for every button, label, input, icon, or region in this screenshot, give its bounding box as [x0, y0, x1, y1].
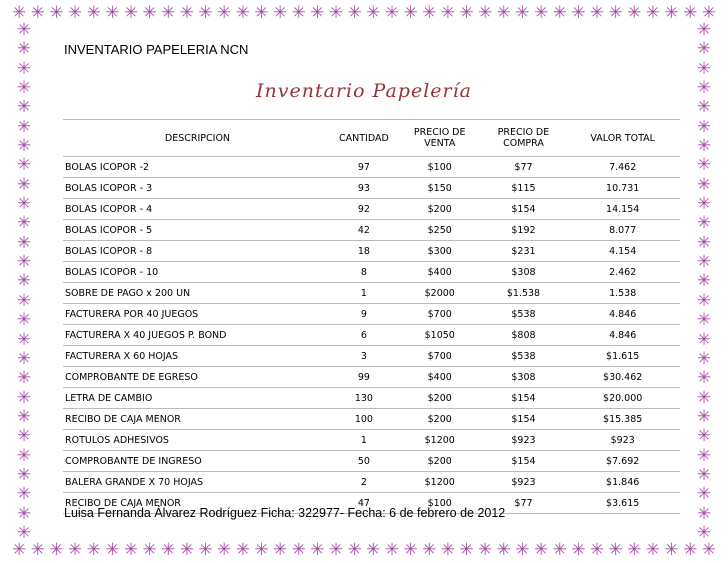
- cell-precio-compra: $154: [482, 451, 566, 472]
- asterisk-star-icon: ✳: [16, 503, 32, 524]
- asterisk-star-icon: ✳: [696, 97, 712, 118]
- column-header-precio-venta-line1: PRECIO DE: [413, 127, 466, 138]
- cell-descripcion: FACTURERA X 40 JUEGOS P. BOND: [63, 325, 330, 346]
- asterisk-star-icon: ✳: [179, 2, 195, 23]
- asterisk-star-icon: ✳: [142, 539, 157, 560]
- asterisk-star-icon: ✳: [12, 2, 27, 23]
- cell-valor-total: $923: [565, 430, 680, 451]
- cell-precio-venta: $400: [398, 262, 482, 283]
- asterisk-star-icon: ✳: [16, 290, 32, 311]
- asterisk-star-icon: ✳: [16, 136, 32, 157]
- asterisk-star-icon: ✳: [16, 484, 32, 505]
- asterisk-star-icon: ✳: [16, 522, 32, 543]
- asterisk-star-icon: ✳: [696, 426, 712, 447]
- asterisk-star-icon: ✳: [16, 39, 32, 60]
- cell-cantidad: 47: [330, 493, 398, 514]
- cell-precio-compra: $154: [482, 199, 566, 220]
- asterisk-star-icon: ✳: [696, 310, 712, 331]
- column-header-valor-total: VALOR TOTAL: [565, 120, 680, 157]
- asterisk-star-icon: ✳: [701, 539, 716, 560]
- cell-precio-venta: $1050: [398, 325, 482, 346]
- asterisk-star-icon: ✳: [552, 539, 567, 560]
- asterisk-star-icon: ✳: [696, 387, 712, 408]
- asterisk-star-icon: ✳: [696, 503, 712, 524]
- asterisk-star-icon: ✳: [627, 539, 642, 560]
- asterisk-star-icon: ✳: [123, 2, 139, 23]
- cell-precio-venta: $1200: [398, 430, 482, 451]
- asterisk-star-icon: ✳: [696, 213, 712, 234]
- asterisk-star-icon: ✳: [254, 539, 269, 560]
- asterisk-star-icon: ✳: [571, 2, 586, 23]
- asterisk-star-icon: ✳: [12, 539, 27, 560]
- asterisk-star-icon: ✳: [291, 2, 306, 23]
- cell-valor-total: $7.692: [565, 451, 680, 472]
- asterisk-star-icon: ✳: [440, 2, 455, 23]
- cell-precio-venta: $100: [398, 493, 482, 514]
- cell-descripcion: ROTULOS ADHESIVOS: [63, 430, 330, 451]
- asterisk-star-icon: ✳: [105, 2, 120, 23]
- cell-cantidad: 3: [330, 346, 398, 367]
- asterisk-star-icon: ✳: [16, 155, 32, 176]
- asterisk-star-icon: ✳: [440, 539, 455, 560]
- asterisk-star-icon: ✳: [645, 539, 661, 560]
- asterisk-star-icon: ✳: [589, 2, 605, 23]
- asterisk-star-icon: ✳: [696, 348, 712, 369]
- cell-valor-total: 1.538: [565, 283, 680, 304]
- asterisk-star-icon: ✳: [696, 78, 712, 99]
- asterisk-star-icon: ✳: [645, 2, 661, 23]
- cell-descripcion: BOLAS ICOPOR - 3: [63, 178, 330, 199]
- table-row: [63, 325, 680, 346]
- asterisk-star-icon: ✳: [16, 232, 32, 253]
- asterisk-star-icon: ✳: [384, 539, 400, 560]
- cell-valor-total: $1.615: [565, 346, 680, 367]
- table-row: [63, 157, 680, 178]
- cell-descripcion: LETRA DE CAMBIO: [63, 388, 330, 409]
- asterisk-star-icon: ✳: [696, 116, 712, 137]
- cell-descripcion: BALERA GRANDE X 70 HOJAS: [63, 472, 330, 493]
- asterisk-star-icon: ✳: [310, 2, 325, 23]
- cell-precio-venta: $200: [398, 409, 482, 430]
- asterisk-star-icon: ✳: [16, 445, 32, 466]
- asterisk-star-icon: ✳: [696, 39, 712, 60]
- asterisk-star-icon: ✳: [142, 2, 157, 23]
- asterisk-star-icon: ✳: [16, 194, 32, 215]
- asterisk-star-icon: ✳: [328, 539, 344, 560]
- asterisk-star-icon: ✳: [696, 155, 712, 176]
- cell-cantidad: 100: [330, 409, 398, 430]
- cell-precio-compra: $192: [482, 220, 566, 241]
- cell-descripcion: BOLAS ICOPOR - 8: [63, 241, 330, 262]
- asterisk-star-icon: ✳: [161, 539, 176, 560]
- asterisk-star-icon: ✳: [16, 78, 32, 99]
- cell-valor-total: 4.846: [565, 304, 680, 325]
- table-row: [63, 262, 680, 283]
- cell-precio-compra: $923: [482, 472, 566, 493]
- asterisk-star-icon: ✳: [16, 174, 32, 195]
- asterisk-star-icon: ✳: [235, 2, 250, 23]
- asterisk-star-icon: ✳: [198, 539, 213, 560]
- asterisk-star-icon: ✳: [16, 368, 32, 389]
- asterisk-star-icon: ✳: [589, 539, 605, 560]
- asterisk-star-icon: ✳: [403, 539, 418, 560]
- asterisk-star-icon: ✳: [571, 539, 586, 560]
- cell-precio-venta: $700: [398, 304, 482, 325]
- asterisk-star-icon: ✳: [384, 2, 400, 23]
- cell-descripcion: RECIBO DE CAJA MENOR: [63, 493, 330, 514]
- asterisk-star-icon: ✳: [696, 252, 712, 273]
- cell-cantidad: 130: [330, 388, 398, 409]
- cell-cantidad: 1: [330, 430, 398, 451]
- cell-descripcion: COMPROBANTE DE INGRESO: [63, 451, 330, 472]
- asterisk-star-icon: ✳: [696, 464, 712, 485]
- asterisk-star-icon: ✳: [608, 539, 623, 560]
- asterisk-star-icon: ✳: [16, 329, 32, 350]
- asterisk-star-icon: ✳: [30, 2, 45, 23]
- asterisk-star-icon: ✳: [16, 426, 32, 447]
- table-row: [63, 283, 680, 304]
- cell-precio-venta: $150: [398, 178, 482, 199]
- cell-precio-venta: $700: [398, 346, 482, 367]
- asterisk-star-icon: ✳: [310, 539, 325, 560]
- asterisk-star-icon: ✳: [347, 539, 362, 560]
- asterisk-star-icon: ✳: [664, 539, 679, 560]
- cell-cantidad: 92: [330, 199, 398, 220]
- cell-valor-total: $3.615: [565, 493, 680, 514]
- cell-valor-total: 4.846: [565, 325, 680, 346]
- asterisk-star-icon: ✳: [16, 116, 32, 137]
- cell-precio-venta: $300: [398, 241, 482, 262]
- document-header: INVENTARIO PAPELERIA NCN: [64, 42, 249, 57]
- asterisk-star-icon: ✳: [67, 539, 83, 560]
- asterisk-star-icon: ✳: [459, 539, 474, 560]
- asterisk-star-icon: ✳: [235, 539, 250, 560]
- asterisk-star-icon: ✳: [533, 2, 549, 23]
- cell-cantidad: 42: [330, 220, 398, 241]
- cell-precio-venta: $2000: [398, 283, 482, 304]
- cell-precio-venta: $1200: [398, 472, 482, 493]
- asterisk-star-icon: ✳: [16, 20, 32, 40]
- cell-cantidad: 93: [330, 178, 398, 199]
- asterisk-star-icon: ✳: [696, 20, 712, 40]
- asterisk-star-icon: ✳: [16, 97, 32, 118]
- cell-descripcion: BOLAS ICOPOR - 10: [63, 262, 330, 283]
- asterisk-star-icon: ✳: [683, 539, 698, 560]
- asterisk-star-icon: ✳: [696, 271, 712, 292]
- asterisk-star-icon: ✳: [696, 232, 712, 253]
- cell-cantidad: 97: [330, 157, 398, 178]
- asterisk-star-icon: ✳: [272, 2, 288, 23]
- cell-cantidad: 50: [330, 451, 398, 472]
- asterisk-star-icon: ✳: [696, 290, 712, 311]
- asterisk-star-icon: ✳: [179, 539, 195, 560]
- asterisk-star-icon: ✳: [696, 174, 712, 195]
- table-body: [63, 157, 680, 514]
- document-footer: Luisa Fernanda Álvarez Rodríguez Ficha: 322977- Fecha: 6 de febrero de 2012: [64, 506, 506, 520]
- cell-precio-venta: $100: [398, 157, 482, 178]
- cell-precio-compra: $808: [482, 325, 566, 346]
- cell-descripcion: BOLAS ICOPOR - 4: [63, 199, 330, 220]
- asterisk-star-icon: ✳: [198, 2, 213, 23]
- cell-precio-venta: $200: [398, 199, 482, 220]
- asterisk-star-icon: ✳: [16, 464, 32, 485]
- asterisk-star-icon: ✳: [272, 539, 288, 560]
- asterisk-star-icon: ✳: [291, 539, 306, 560]
- cell-precio-venta: $200: [398, 451, 482, 472]
- asterisk-star-icon: ✳: [347, 2, 362, 23]
- cell-precio-compra: $1.538: [482, 283, 566, 304]
- asterisk-star-icon: ✳: [683, 2, 698, 23]
- cell-descripcion: FACTURERA POR 40 JUEGOS: [63, 304, 330, 325]
- asterisk-star-icon: ✳: [16, 387, 32, 408]
- table-row: [63, 472, 680, 493]
- asterisk-star-icon: ✳: [696, 522, 712, 543]
- asterisk-star-icon: ✳: [49, 539, 64, 560]
- cell-valor-total: $30.462: [565, 367, 680, 388]
- border-top: [0, 2, 728, 24]
- cell-precio-compra: $154: [482, 409, 566, 430]
- asterisk-star-icon: ✳: [16, 58, 32, 79]
- cell-cantidad: 6: [330, 325, 398, 346]
- cell-precio-compra: $77: [482, 157, 566, 178]
- cell-precio-compra: $923: [482, 430, 566, 451]
- document-title: Inventario Papelería: [255, 80, 473, 102]
- table-row: [63, 304, 680, 325]
- cell-precio-venta: $250: [398, 220, 482, 241]
- asterisk-star-icon: ✳: [16, 213, 32, 234]
- asterisk-star-icon: ✳: [328, 2, 344, 23]
- cell-cantidad: 2: [330, 472, 398, 493]
- asterisk-star-icon: ✳: [552, 2, 567, 23]
- asterisk-star-icon: ✳: [696, 484, 712, 505]
- cell-valor-total: 10.731: [565, 178, 680, 199]
- table-row: [63, 388, 680, 409]
- cell-descripcion: RECIBO DE CAJA MENOR: [63, 409, 330, 430]
- column-header-precio-venta-line2: VENTA: [424, 138, 456, 149]
- asterisk-star-icon: ✳: [478, 539, 493, 560]
- cell-precio-compra: $538: [482, 346, 566, 367]
- cell-cantidad: 8: [330, 262, 398, 283]
- asterisk-star-icon: ✳: [16, 406, 32, 427]
- asterisk-star-icon: ✳: [86, 2, 101, 23]
- asterisk-star-icon: ✳: [16, 348, 32, 369]
- cell-valor-total: 4.154: [565, 241, 680, 262]
- table-row: [63, 430, 680, 451]
- cell-descripcion: COMPROBANTE DE EGRESO: [63, 367, 330, 388]
- asterisk-star-icon: ✳: [696, 136, 712, 157]
- asterisk-star-icon: ✳: [16, 310, 32, 331]
- cell-precio-compra: $77: [482, 493, 566, 514]
- cell-cantidad: 9: [330, 304, 398, 325]
- table-row: [63, 346, 680, 367]
- cell-valor-total: $20.000: [565, 388, 680, 409]
- table-row: [63, 409, 680, 430]
- cell-descripcion: BOLAS ICOPOR -2: [63, 157, 330, 178]
- asterisk-star-icon: ✳: [696, 406, 712, 427]
- asterisk-star-icon: ✳: [696, 58, 712, 79]
- table-row: [63, 367, 680, 388]
- cell-valor-total: $15.385: [565, 409, 680, 430]
- asterisk-star-icon: ✳: [696, 445, 712, 466]
- table-row: [63, 241, 680, 262]
- asterisk-star-icon: ✳: [403, 2, 418, 23]
- cell-descripcion: SOBRE DE PAGO x 200 UN: [63, 283, 330, 304]
- asterisk-star-icon: ✳: [459, 2, 474, 23]
- asterisk-star-icon: ✳: [49, 2, 64, 23]
- asterisk-star-icon: ✳: [496, 2, 511, 23]
- asterisk-star-icon: ✳: [105, 539, 120, 560]
- asterisk-star-icon: ✳: [366, 2, 381, 23]
- cell-precio-compra: $231: [482, 241, 566, 262]
- asterisk-star-icon: ✳: [217, 2, 232, 23]
- asterisk-star-icon: ✳: [696, 194, 712, 215]
- cell-precio-venta: $200: [398, 388, 482, 409]
- asterisk-star-icon: ✳: [627, 2, 642, 23]
- asterisk-star-icon: ✳: [16, 252, 32, 273]
- asterisk-star-icon: ✳: [496, 539, 511, 560]
- cell-valor-total: $1.846: [565, 472, 680, 493]
- asterisk-star-icon: ✳: [86, 539, 101, 560]
- column-header-precio-compra: [482, 120, 566, 157]
- asterisk-star-icon: ✳: [422, 539, 437, 560]
- column-header-precio-compra-line1: PRECIO DE: [497, 127, 550, 138]
- asterisk-star-icon: ✳: [701, 2, 716, 23]
- cell-precio-compra: $538: [482, 304, 566, 325]
- asterisk-star-icon: ✳: [30, 539, 45, 560]
- inventory-table: [63, 119, 680, 514]
- asterisk-star-icon: ✳: [533, 539, 549, 560]
- cell-valor-total: 8.077: [565, 220, 680, 241]
- cell-precio-compra: $154: [482, 388, 566, 409]
- asterisk-star-icon: ✳: [608, 2, 623, 23]
- table-row: [63, 178, 680, 199]
- asterisk-star-icon: ✳: [515, 539, 530, 560]
- asterisk-star-icon: ✳: [422, 2, 437, 23]
- cell-precio-compra: $308: [482, 262, 566, 283]
- border-bottom: [0, 539, 728, 561]
- asterisk-star-icon: ✳: [515, 2, 530, 23]
- asterisk-star-icon: ✳: [217, 539, 232, 560]
- cell-cantidad: 18: [330, 241, 398, 262]
- asterisk-star-icon: ✳: [664, 2, 679, 23]
- cell-valor-total: 14.154: [565, 199, 680, 220]
- column-header-cantidad: CANTIDAD: [330, 120, 398, 157]
- asterisk-star-icon: ✳: [123, 539, 139, 560]
- asterisk-star-icon: ✳: [16, 271, 32, 292]
- asterisk-star-icon: ✳: [254, 2, 269, 23]
- cell-valor-total: 7.462: [565, 157, 680, 178]
- column-header-precio-venta: [398, 120, 482, 157]
- cell-precio-compra: $308: [482, 367, 566, 388]
- asterisk-star-icon: ✳: [67, 2, 83, 23]
- cell-descripcion: BOLAS ICOPOR - 5: [63, 220, 330, 241]
- asterisk-star-icon: ✳: [366, 539, 381, 560]
- asterisk-star-icon: ✳: [696, 329, 712, 350]
- cell-precio-venta: $400: [398, 367, 482, 388]
- cell-descripcion: FACTURERA X 60 HOJAS: [63, 346, 330, 367]
- asterisk-star-icon: ✳: [696, 368, 712, 389]
- cell-precio-compra: $115: [482, 178, 566, 199]
- asterisk-star-icon: ✳: [478, 2, 493, 23]
- column-header-precio-compra-line2: COMPRA: [503, 138, 544, 149]
- cell-cantidad: 1: [330, 283, 398, 304]
- table-row: [63, 451, 680, 472]
- cell-valor-total: 2.462: [565, 262, 680, 283]
- table-row: [63, 199, 680, 220]
- column-header-descripcion: DESCRIPCION: [63, 120, 330, 157]
- table-row: [63, 220, 680, 241]
- cell-cantidad: 99: [330, 367, 398, 388]
- asterisk-star-icon: ✳: [161, 2, 176, 23]
- table-header-row: [63, 120, 680, 157]
